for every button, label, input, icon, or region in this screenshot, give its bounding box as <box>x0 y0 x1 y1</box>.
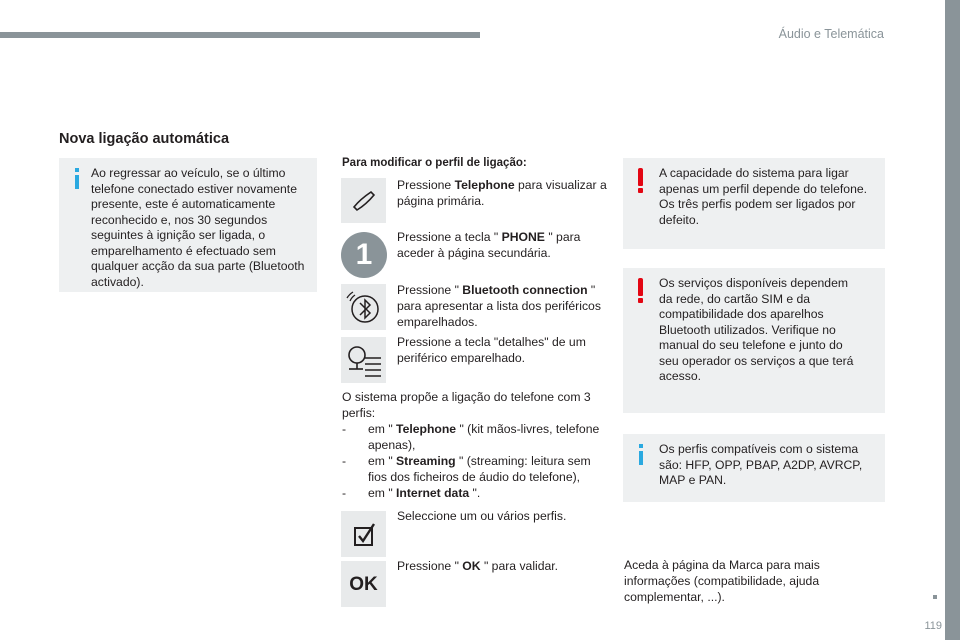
step-telephone: Pressione Telephone para visualizar a página primária. <box>397 178 607 208</box>
warning-icon <box>638 168 643 186</box>
section-title: Áudio e Telemática <box>778 27 884 41</box>
info-box-reconnect <box>59 158 317 292</box>
info-icon-stem <box>75 175 79 189</box>
step-select-profiles: Seleccione um ou vários perfis. <box>397 509 567 523</box>
info-icon-stem <box>639 451 643 465</box>
profile-item-internet-data: - em " Internet data ". <box>342 486 481 500</box>
warning-icon-dot <box>638 298 643 303</box>
step-ok: Pressione " OK " para validar. <box>397 559 559 573</box>
profile-subheading: Para modificar o perfil de ligação: <box>342 157 527 169</box>
bluetooth-icon <box>341 284 386 330</box>
page-heading: Nova ligação automática <box>59 131 230 147</box>
profile-item-streaming: - em " Streaming " (streaming: leitura sem fios dos ficheiros de áudio do telefone), <box>342 454 591 484</box>
warning-box-services: Os serviços disponíveis dependem da rede, do cartão SIM e da compatibilidade dos aparelhos Bluetooth utilizados. Verifique no manual do seu telefone e junto do seu operador os serviços a que terá acesso. <box>623 268 885 413</box>
info-box-compatible-profiles: Os perfis compatíveis com o sistema são: HFP, OPP, PBAP, A2DP, AVRCP, MAP e PAN. <box>623 434 885 502</box>
profiles-intro: O sistema propõe a ligação do telefone com 3 perfis: <box>342 390 591 420</box>
info-icon <box>75 168 79 172</box>
step-number-badge: 1 <box>341 232 387 278</box>
details-icon <box>341 337 386 383</box>
brand-page-note: Aceda à página da Marca para mais informações (compatibilidade, ajuda complementar, ...). <box>624 558 820 604</box>
warning-box-profile-capacity: A capacidade do sistema para ligar apenas um perfil depende do telefone. Os três perfis podem ser ligados por defeito. <box>623 158 885 249</box>
telephone-icon <box>341 178 386 223</box>
profiles-description <box>342 389 612 501</box>
page-edge-bar <box>945 0 960 640</box>
header-rule <box>0 32 480 38</box>
select-checkbox-icon <box>341 511 386 557</box>
step-bluetooth-connection: Pressione " Bluetooth connection " para apresentar a lista dos periféricos emparelhados. <box>397 283 601 329</box>
step-details: Pressione a tecla "detalhes" de um periférico emparelhado. <box>397 335 586 365</box>
info-text: Ao regressar ao veículo, se o último telefone conectado estiver novamente presente, este é automaticamente reconhecido e, nos 30 segundos seguintes à ignição ser ligada, o emparelhamento é efectuado sem qualquer acção da sua parte (Bluetooth activado). <box>91 166 305 289</box>
page-number: 119 <box>924 620 942 632</box>
step-phone-key: Pressione a tecla " PHONE " para aceder à página secundária. <box>397 230 581 260</box>
info-icon <box>639 444 643 448</box>
profile-item-telephone: - em " Telephone " (kit mãos-livres, telefone apenas), <box>342 422 600 452</box>
warning-icon <box>638 278 643 296</box>
ok-icon: OK <box>341 561 386 607</box>
page-marker <box>933 595 937 599</box>
warning-icon-dot <box>638 188 643 193</box>
